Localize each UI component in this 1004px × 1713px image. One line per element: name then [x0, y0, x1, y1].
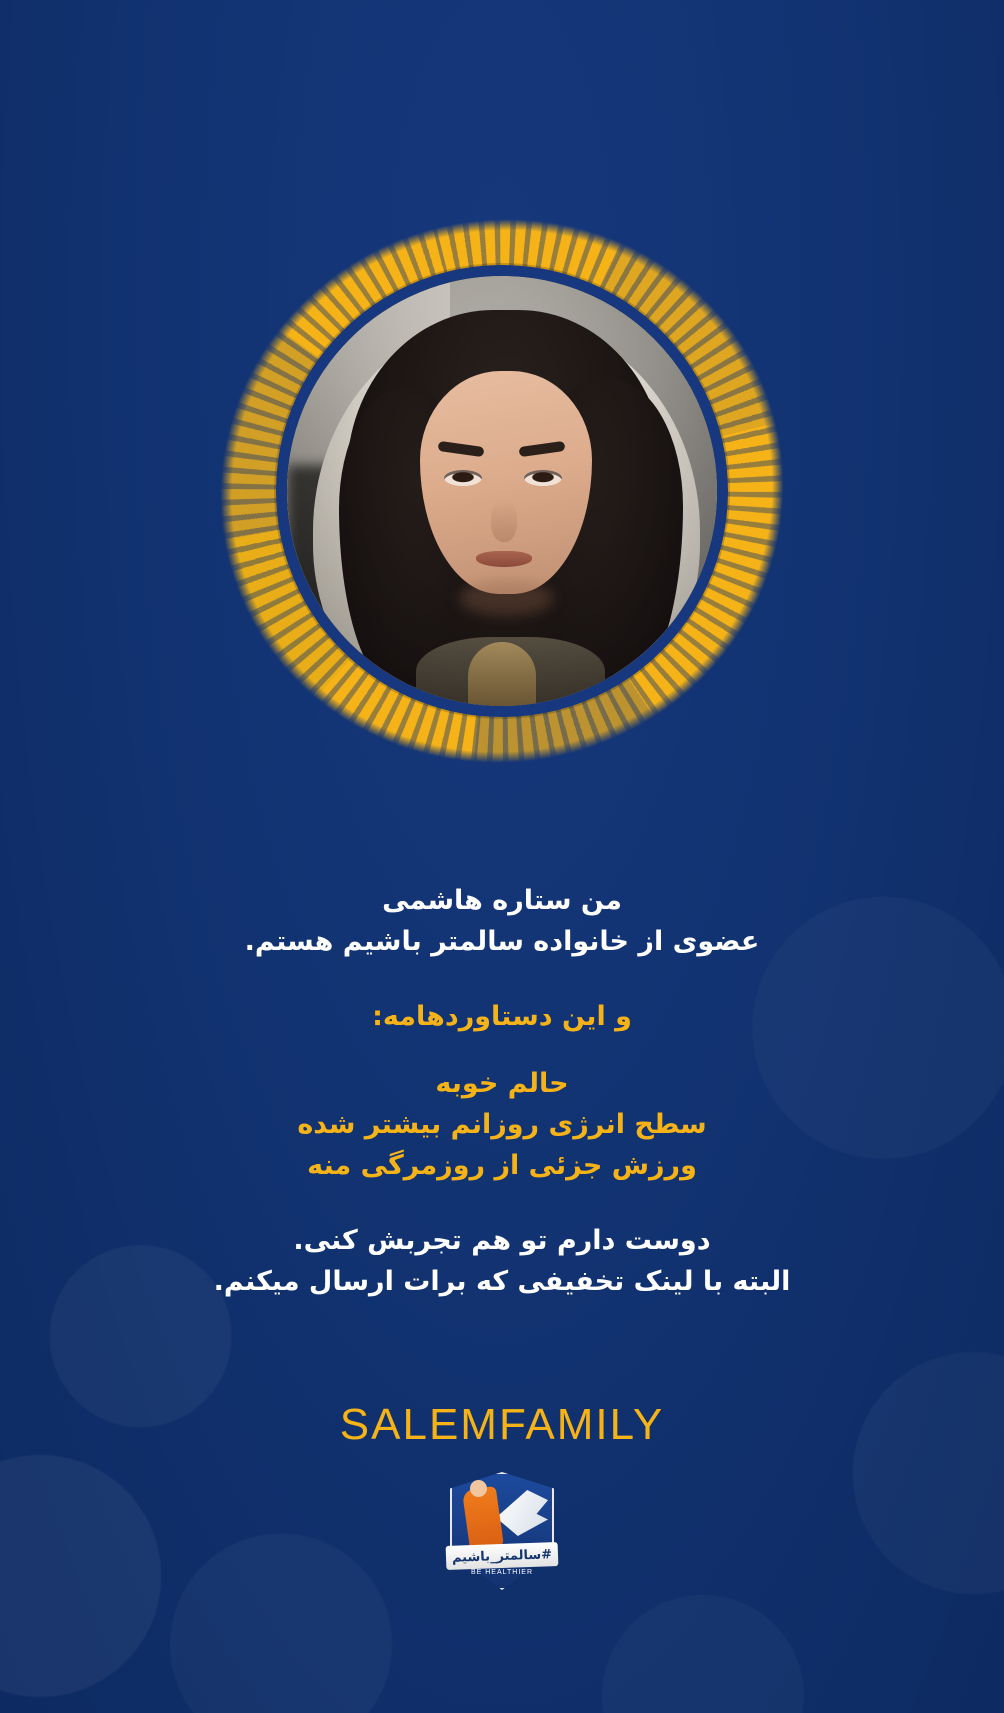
intro-line-2: عضوی از خانواده سالمتر باشیم هستم. — [244, 926, 760, 958]
closing-line-1: دوست دارم تو هم تجربش کنی. — [293, 1225, 711, 1257]
achievements-heading: و این دستاوردهامه: — [372, 1001, 632, 1033]
achievement-item-2: سطح انرژی روزانم بیشتر شده — [297, 1109, 707, 1141]
avatar — [196, 196, 808, 786]
photo-frame — [276, 265, 728, 717]
achievement-item-1: حالم خوبه — [435, 1068, 569, 1100]
achievement-item-3: ورزش جزئی از روزمرگی منه — [307, 1150, 697, 1182]
brand-logo-icon — [450, 1472, 554, 1590]
logo-band-text: #سالمتر_باشیم — [451, 1546, 553, 1566]
logo-sub-text: BE HEALTHIER — [470, 1569, 534, 1576]
portrait-photo — [287, 276, 717, 706]
brand-name: SALEMFAMILY — [339, 1400, 665, 1449]
intro-line-1: من ستاره هاشمی — [382, 885, 622, 916]
closing-line-2: البته با لینک تخفیفی که برات ارسال میکنم. — [213, 1266, 791, 1298]
testimonial-text — [0, 880, 1004, 1302]
brand-block — [0, 1400, 1004, 1590]
